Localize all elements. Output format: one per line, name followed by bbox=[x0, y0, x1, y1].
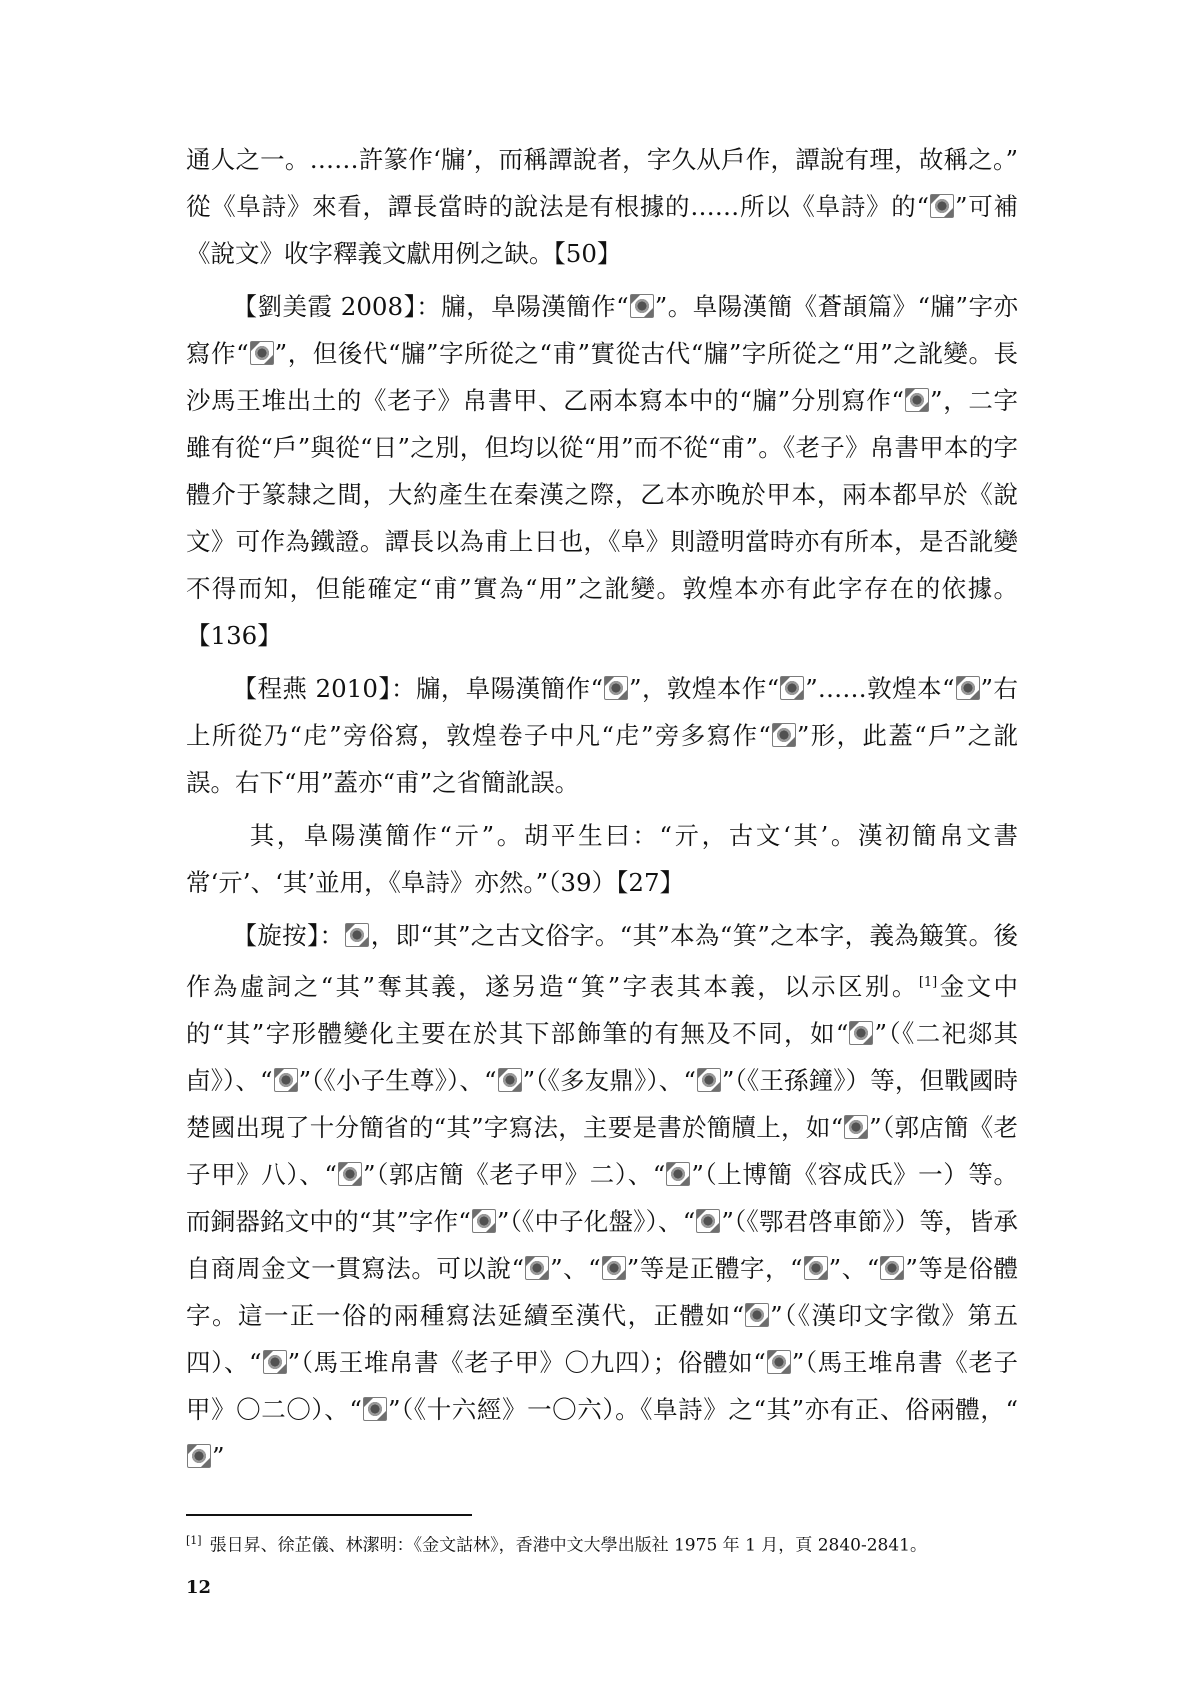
bronze-qi-glyph-1 bbox=[849, 1021, 873, 1045]
guodian-qi-glyph-2 bbox=[880, 1256, 904, 1280]
text-run: ”（《王孫鐘》）等，但戰國時楚國出現了十分簡省的“其”字寫法，主要是書於簡牘上，如“ bbox=[186, 1066, 1018, 1143]
dunhuang-you-glyph bbox=[780, 676, 804, 700]
text-run: ”，二字雖有從“戶”與從“日”之別，但均以從“用”而不從“甫”。《老子》帛書甲本的字體介于篆隸之間，大約產生在秦漢之際，乙本亦晚於甲本，兩本都早於《說文》可作為鐵證。譚長以為甫上日也，《阜》則證明當時亦有所本，是否訛變不得而知，但能確定“甫”實為“用”之訛變。敦煌本亦有此字存在的依據。【136】 bbox=[186, 386, 1018, 650]
zhongzi-qi-glyph bbox=[472, 1209, 496, 1233]
page-number: 12 bbox=[186, 1577, 212, 1598]
guodian-qi-glyph-1 bbox=[844, 1115, 868, 1139]
text-run: ”（郭店簡《老子甲》八）、“ bbox=[186, 1113, 1018, 1190]
text-run: 其，阜陽漢簡作“亓”。胡平生曰：“亓，古文‘其’。漢初簡帛文書常‘亓’、‘其’並用，《阜詩》亦然。”（39）【27】 bbox=[186, 821, 1018, 897]
dunhuang-you-glyph bbox=[956, 676, 980, 700]
text-run: 【程燕 2010】：牖，阜陽漢簡作“ bbox=[232, 674, 603, 703]
text-run: ”。阜陽漢簡《蒼頡篇》“牖”字亦寫作“ bbox=[186, 292, 1018, 368]
text-run: 通人之一。……許篆作‘牖’，而稱譚說者，字久从戶作，譚說有理，故稱之。” 從《阜詩》來看，譚長當時的說法是有根據的……所以《阜詩》的“ bbox=[186, 145, 1018, 221]
ejun-qi-glyph bbox=[696, 1209, 720, 1233]
bronze-qi-glyph-3 bbox=[498, 1068, 522, 1092]
bronze-qi-glyph-4 bbox=[697, 1068, 721, 1092]
text-run: ”，敦煌本作“ bbox=[629, 674, 780, 703]
fuyang-slip-you-glyph bbox=[930, 194, 954, 218]
text-run: ”、“ bbox=[550, 1254, 601, 1284]
text-run: ”右上所從乃“虍”旁俗寫，敦煌卷子中凡“虍”旁多寫作“ bbox=[186, 674, 1019, 750]
text-run: 金文中的“其”字形體變化主要在於其下部飾筆的有無及不同，如“ bbox=[186, 972, 1018, 1049]
text-run: ”（《二祀郯其卣》）、“ bbox=[186, 1019, 1018, 1096]
text-run: ”可補《說文》收字釋義文獻用例之缺。【50】 bbox=[186, 192, 1018, 268]
fuyang-slip-you-glyph bbox=[630, 294, 654, 318]
text-run: ”，但後代“牖”字所從之“甫”實從古代“牖”字所從之“用”之訛變。長沙馬王堆出土的《老子》帛書甲、乙兩本寫本中的“牖”分別寫作“ bbox=[186, 339, 1018, 415]
text-run: ”（《多友鼎》）、“ bbox=[522, 1066, 696, 1096]
text-run: ”、“ bbox=[828, 1254, 880, 1284]
shangbo-qi-glyph bbox=[666, 1162, 690, 1186]
text-run: 【劉美霞 2008】：牖，阜陽漢簡作“ bbox=[232, 292, 629, 321]
text-run: ，即“其”之古文俗字。“其”本為“箕”之本字，義為簸箕。後作為虛詞之“其”奪其義，遂另造“箕”字表其本義，以示区别。 bbox=[186, 921, 1018, 1002]
paragraph-p4 bbox=[186, 812, 1018, 906]
cangjie-you-glyph bbox=[250, 341, 274, 365]
zhongzi-qi-glyph bbox=[525, 1256, 549, 1280]
paragraph-p3 bbox=[186, 665, 1018, 806]
qi-ancient-vernacular-glyph bbox=[187, 1444, 211, 1468]
text-run: ”等是俗體字。這一正一俗的兩種寫法延續至漢代，正體如“ bbox=[186, 1254, 1019, 1331]
paragraph-p1 bbox=[186, 136, 1018, 277]
text-run: ”（郭店簡《老子甲》二）、“ bbox=[362, 1160, 666, 1190]
text-run: ”（馬王堆帛書《老子甲》〇九四）；俗體如“ bbox=[287, 1348, 766, 1378]
text-run: ”等是正體字，“ bbox=[626, 1254, 803, 1284]
footnote-ref: [1] bbox=[918, 975, 938, 990]
footnote-divider bbox=[186, 1514, 472, 1516]
bronze-qi-glyph-2 bbox=[274, 1068, 298, 1092]
text-run: ”（上博簡《容成氏》一）等。而銅器銘文中的“其”字作“ bbox=[186, 1160, 1018, 1237]
text-run: 【旋按】： bbox=[232, 921, 345, 950]
hu-radical-variant-glyph bbox=[772, 723, 796, 747]
mawangdui-you-glyph bbox=[905, 388, 929, 412]
text-run: ” bbox=[212, 1442, 225, 1472]
qi-ancient-vernacular-glyph bbox=[345, 923, 369, 947]
main-text bbox=[186, 136, 1018, 1486]
paragraph-p2 bbox=[186, 283, 1018, 659]
ejun-qi-glyph bbox=[602, 1256, 626, 1280]
text-run: ”……敦煌本“ bbox=[805, 674, 955, 703]
text-run: ”形，此蓋“戶”之訛誤。右下“用”蓋亦“甫”之省簡訛誤。 bbox=[186, 721, 1019, 797]
text-run: ”（《小子生尊》）、“ bbox=[298, 1066, 497, 1096]
footnote-marker: [1] bbox=[186, 1534, 202, 1547]
fuyang-slip-you-glyph bbox=[604, 676, 628, 700]
mawangdui-qi-glyph-1 bbox=[263, 1350, 287, 1374]
text-run: ”（《漢印文字徵》第五四）、“ bbox=[186, 1301, 1018, 1378]
text-run: ”（馬王堆帛書《老子甲》〇二〇）、“ bbox=[186, 1348, 1018, 1425]
shiliujing-qi-glyph bbox=[363, 1397, 387, 1421]
text-run: ”（《鄂君啓車節》）等，皆承自商周金文一貫寫法。可以說“ bbox=[186, 1207, 1018, 1284]
guodian-qi-glyph-2 bbox=[338, 1162, 362, 1186]
guodian-qi-glyph-1 bbox=[804, 1256, 828, 1280]
paragraph-p5 bbox=[186, 912, 1018, 1480]
text-run: ”（《中子化盤》）、“ bbox=[496, 1207, 696, 1237]
mawangdui-qi-glyph-2 bbox=[767, 1350, 791, 1374]
footnote bbox=[186, 1528, 1018, 1559]
han-seal-qi-glyph bbox=[745, 1303, 769, 1327]
footnote-text: 張日昇、徐芷儀、林潔明：《金文詁林》，香港中文大學出版社 1975 年 1 月，頁 2840-2841。 bbox=[209, 1535, 927, 1556]
text-run: ”（《十六經》一〇六）。《阜詩》之“其”亦有正、俗兩體，“ bbox=[387, 1395, 1018, 1425]
